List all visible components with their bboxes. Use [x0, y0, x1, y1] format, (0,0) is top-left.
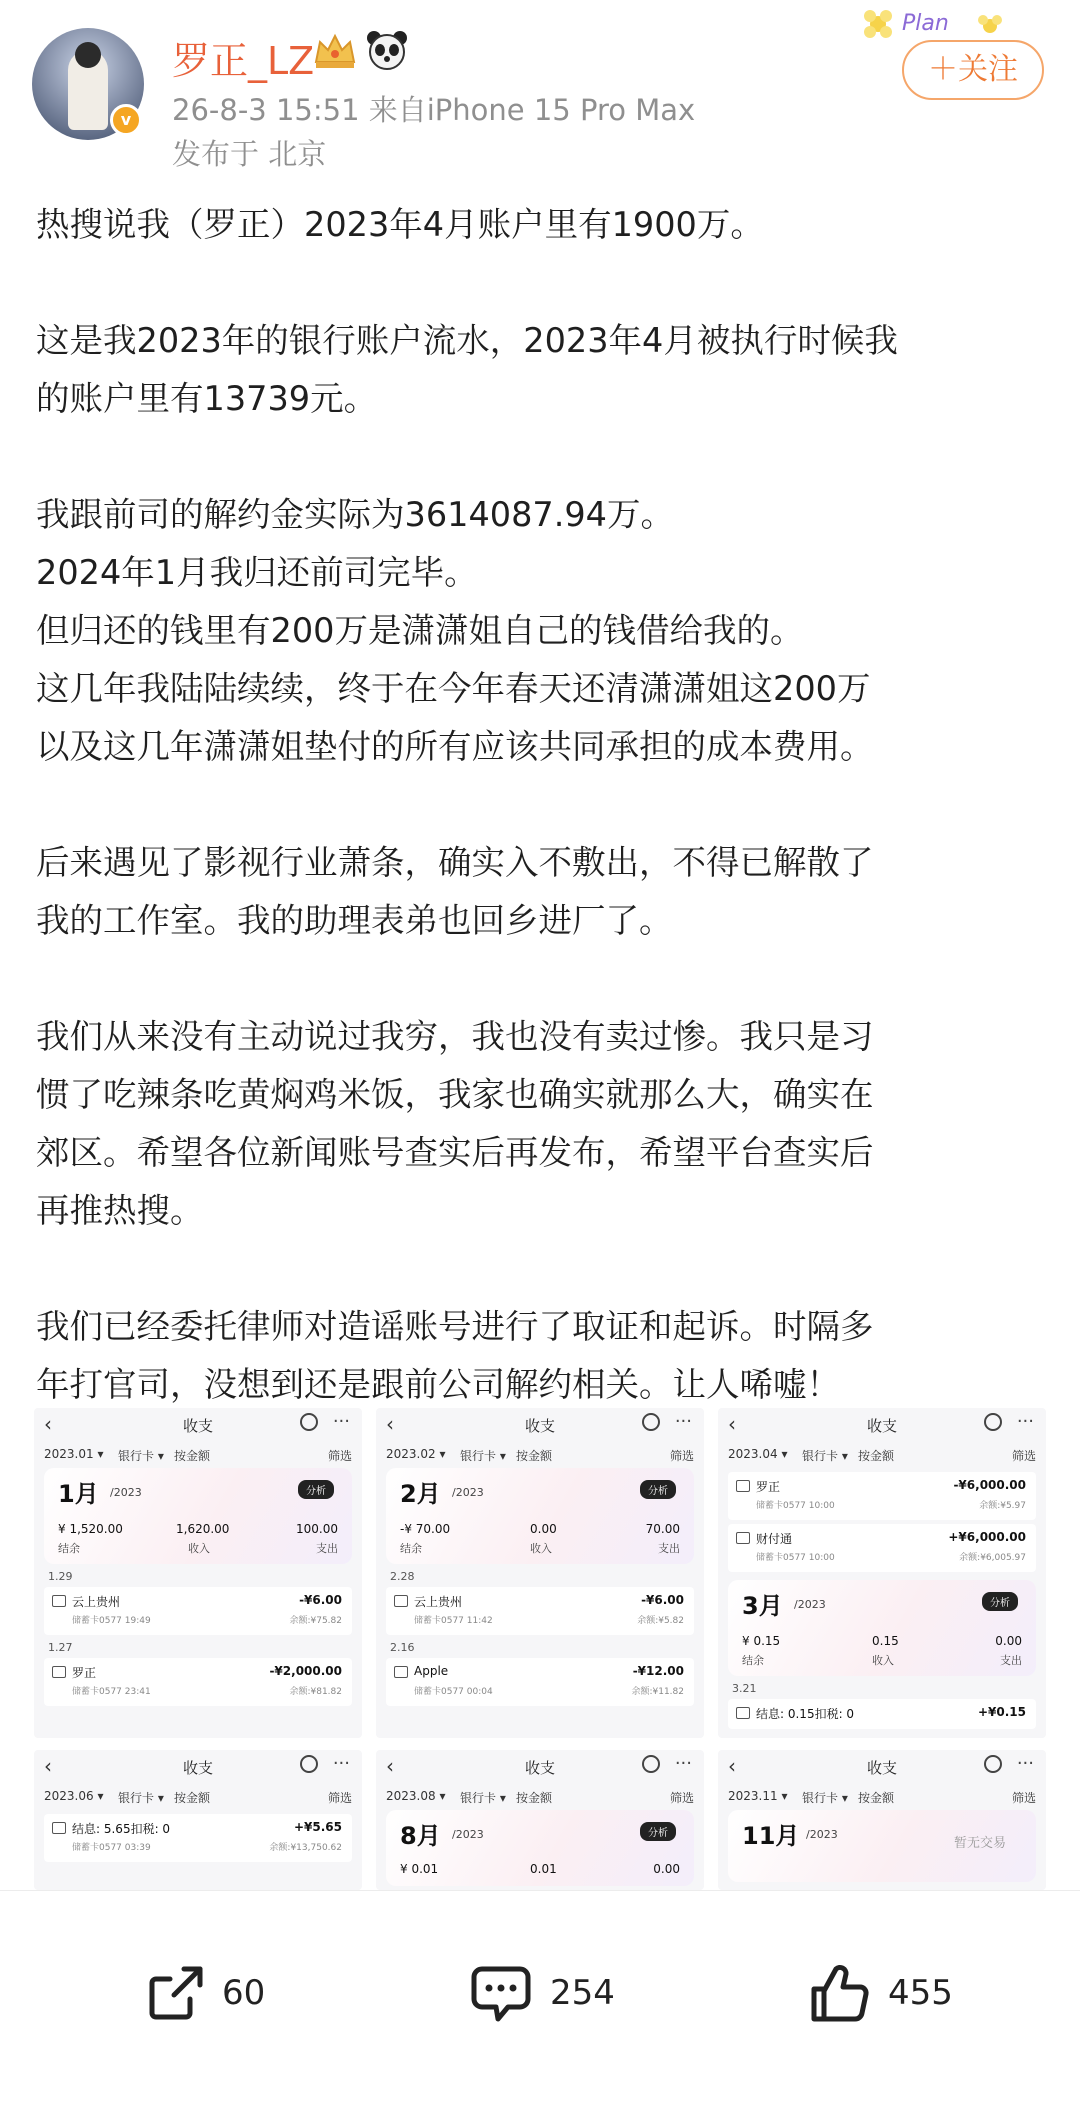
- transaction-name: 罗正: [72, 1666, 97, 1680]
- svg-text:Plan: Plan: [902, 11, 949, 36]
- income-value: 0.00: [530, 1522, 557, 1536]
- transaction-name: 结息: 0.15扣税: 0: [756, 1707, 855, 1721]
- expense-value: 100.00: [296, 1522, 338, 1536]
- shot-title: 收支: [866, 1417, 897, 1435]
- amount-filter: 按金额: [516, 1791, 553, 1805]
- card-filter: 银行卡 ▾: [118, 1449, 164, 1463]
- share-count: 60: [222, 1973, 266, 2013]
- screenshot-2[interactable]: [376, 1408, 704, 1738]
- like-count: 455: [888, 1973, 953, 2013]
- no-transactions-label: 暂无交易: [953, 1836, 1006, 1851]
- transaction-row: [44, 1587, 352, 1635]
- year-label: /2023: [452, 1486, 484, 1499]
- post-location: 发布于 北京: [172, 137, 327, 171]
- transaction-icon: [736, 1707, 750, 1719]
- search-icon: [984, 1755, 1002, 1773]
- transaction-name: 罗正: [756, 1480, 781, 1494]
- income-value: 0.15: [872, 1634, 899, 1648]
- transaction-balance: 余额:¥75.82: [289, 1616, 342, 1626]
- amount-filter: 按金额: [858, 1791, 895, 1805]
- shot-title: 收支: [524, 1417, 555, 1435]
- income-label: 收入: [872, 1654, 894, 1667]
- amount-filter: 按金额: [858, 1449, 895, 1463]
- transaction-sub: 储蓄卡0577 23:41: [72, 1687, 151, 1697]
- month-summary-card: [386, 1468, 694, 1564]
- transaction-amount: -¥6,000.00: [953, 1478, 1026, 1492]
- card-filter: 银行卡 ▾: [802, 1449, 848, 1463]
- paragraph-1: 热搜说我（罗正）2023年4月账户里有1900万。: [36, 205, 764, 244]
- balance-value: ¥ 0.15: [742, 1634, 781, 1648]
- transaction-amount: -¥12.00: [632, 1664, 684, 1678]
- post-content: [36, 196, 1046, 1472]
- month-label: 8月: [400, 1822, 441, 1850]
- paragraph-4: 后来遇见了影视行业萧条，确实入不敷出，不得已解散了 我的工作室。我的助理表弟也回乡进厂了。: [36, 843, 874, 940]
- expense-label: 支出: [316, 1542, 338, 1555]
- transaction-icon: [52, 1595, 66, 1607]
- analyze-badge: 分析: [298, 1480, 334, 1499]
- card-filter: 银行卡 ▾: [460, 1449, 506, 1463]
- comment-count: 254: [550, 1973, 615, 2013]
- share-icon: [144, 1961, 208, 2025]
- month-label: 3月: [742, 1592, 783, 1620]
- amount-filter: 按金额: [516, 1449, 553, 1463]
- transaction-balance: 余额:¥13,750.62: [269, 1843, 342, 1853]
- expense-label: 支出: [1000, 1654, 1022, 1667]
- month-label: 2月: [400, 1480, 441, 1508]
- search-icon: [984, 1413, 1002, 1431]
- crown-badge-icon: [312, 32, 358, 70]
- search-icon: [300, 1755, 318, 1773]
- month-label: 11月: [742, 1822, 800, 1850]
- card-filter: 银行卡 ▾: [460, 1791, 506, 1805]
- transaction-amount: -¥2,000.00: [269, 1664, 342, 1678]
- analyze-badge: 分析: [640, 1822, 676, 1841]
- date-label: 2.16: [390, 1641, 415, 1654]
- transaction-row: [44, 1658, 352, 1706]
- date-label: 1.27: [48, 1641, 73, 1654]
- search-icon: [642, 1755, 660, 1773]
- paragraph-3: 我跟前司的解约金实际为3614087.94万。 2024年1月我归还前司完毕。 但归还的钱里有200万是潇潇姐自己的钱借给我的。 这几年我陆陆续续，终于在今年春天还清潇潇姐这200万 以及这几年潇潇姐垫付的所有应该共同承担的成本费用。: [36, 495, 874, 766]
- shot-title: 收支: [866, 1759, 897, 1777]
- back-icon: ‹: [44, 1412, 52, 1436]
- transaction-balance: 余额:¥11.82: [631, 1687, 684, 1697]
- username[interactable]: 罗正_LZ: [172, 39, 315, 83]
- paragraph-2: 这是我2023年的银行账户流水，2023年4月被执行时候我 的账户里有13739元。: [36, 321, 898, 418]
- year-label: /2023: [452, 1828, 484, 1841]
- income-value: 1,620.00: [176, 1522, 230, 1536]
- income-value: 0.01: [530, 1862, 557, 1876]
- transaction-row: [44, 1814, 352, 1862]
- back-icon: ‹: [728, 1754, 736, 1778]
- back-icon: ‹: [728, 1412, 736, 1436]
- paragraph-6: 我们已经委托律师对造谣账号进行了取证和起诉。时隔多 年打官司，没想到还是跟前公司解约相关。让人唏嘘！: [36, 1307, 874, 1404]
- transaction-balance: 余额:¥5.82: [637, 1616, 684, 1626]
- month-summary-card: [386, 1810, 694, 1886]
- transaction-balance: 余额:¥6,005.97: [959, 1553, 1026, 1563]
- period-select: 2023.04 ▾: [728, 1447, 788, 1461]
- v-badge-icon: v: [110, 104, 142, 136]
- transaction-icon: [394, 1666, 408, 1678]
- date-label: 1.29: [48, 1570, 73, 1583]
- transaction-name: 财付通: [756, 1532, 793, 1546]
- transaction-sub: 储蓄卡0577 00:04: [414, 1687, 493, 1697]
- follow-button[interactable]: ＋关注: [902, 40, 1044, 100]
- paragraph-5: 我们从来没有主动说过我穷，我也没有卖过惨。我只是习 惯了吃辣条吃黄焖鸡米饭，我家也确实就那么大，确实在 郊区。希望各位新闻账号查实后再发布，希望平台查实后 再推热搜。: [36, 1017, 874, 1230]
- period-select: 2023.06 ▾: [44, 1789, 104, 1803]
- post-meta: 26-8-3 15:51 来自iPhone 15 Pro Max: [172, 93, 696, 127]
- card-filter: 银行卡 ▾: [802, 1791, 848, 1805]
- period-select: 2023.02 ▾: [386, 1447, 446, 1461]
- transaction-row: [386, 1587, 694, 1635]
- post-header: [0, 0, 1080, 180]
- screenshot-4[interactable]: [34, 1750, 362, 1890]
- back-icon: ‹: [44, 1754, 52, 1778]
- comment-icon: [468, 1961, 534, 2027]
- transaction-name: 结息: 5.65扣税: 0: [72, 1822, 171, 1836]
- transaction-icon: [394, 1595, 408, 1607]
- amount-filter: 按金额: [174, 1791, 211, 1805]
- search-icon: [642, 1413, 660, 1431]
- date-label: 3.21: [732, 1682, 757, 1695]
- expense-value: 70.00: [645, 1522, 680, 1536]
- transaction-amount: +¥5.65: [293, 1820, 342, 1834]
- year-label: /2023: [110, 1486, 142, 1499]
- period-select: 2023.01 ▾: [44, 1447, 104, 1461]
- like-button[interactable]: [806, 1961, 976, 2031]
- month-summary-card: [728, 1580, 1036, 1676]
- transaction-sub: 储蓄卡0577 10:00: [756, 1553, 835, 1563]
- income-label: 收入: [530, 1542, 552, 1555]
- search-icon: [300, 1413, 318, 1431]
- more-icon: ···: [1016, 1753, 1034, 1774]
- transaction-name: Apple: [414, 1664, 449, 1678]
- shot-title: 收支: [182, 1759, 213, 1777]
- image-grid: [34, 1408, 1046, 1890]
- screen-filter: 筛选: [669, 1791, 694, 1805]
- screenshot-1[interactable]: [34, 1408, 362, 1738]
- screen-filter: 筛选: [669, 1449, 694, 1463]
- transaction-sub: 储蓄卡0577 10:00: [756, 1501, 835, 1511]
- date-label: 2.28: [390, 1570, 415, 1583]
- transaction-row: [728, 1524, 1036, 1572]
- more-icon: ···: [332, 1411, 350, 1432]
- transaction-row: [728, 1699, 1036, 1729]
- more-icon: ···: [332, 1753, 350, 1774]
- screenshot-6[interactable]: [718, 1750, 1046, 1890]
- income-label: 收入: [188, 1542, 210, 1555]
- amount-filter: 按金额: [174, 1449, 211, 1463]
- balance-label: 结余: [400, 1542, 422, 1555]
- avatar-head: [75, 42, 101, 68]
- month-summary-card: [44, 1468, 352, 1564]
- card-filter: 银行卡 ▾: [118, 1791, 164, 1805]
- comment-button[interactable]: [468, 1961, 638, 2031]
- transaction-amount: +¥0.15: [977, 1705, 1026, 1719]
- more-icon: ···: [674, 1753, 692, 1774]
- transaction-amount: -¥6.00: [299, 1593, 342, 1607]
- shot-title: 收支: [182, 1417, 213, 1435]
- expense-label: 支出: [658, 1542, 680, 1555]
- period-select: 2023.08 ▾: [386, 1789, 446, 1803]
- analyze-badge: 分析: [640, 1480, 676, 1499]
- screenshot-5[interactable]: [376, 1750, 704, 1890]
- month-summary-card: [728, 1810, 1036, 1882]
- analyze-badge: 分析: [982, 1592, 1018, 1611]
- transaction-icon: [736, 1532, 750, 1544]
- transaction-icon: [736, 1480, 750, 1492]
- screen-filter: 筛选: [327, 1449, 352, 1463]
- transaction-row: [728, 1472, 1036, 1520]
- month-label: 1月: [58, 1480, 99, 1508]
- year-label: /2023: [806, 1828, 838, 1841]
- balance-value: ¥ 1,520.00: [58, 1522, 123, 1536]
- transaction-icon: [52, 1822, 66, 1834]
- screen-filter: 筛选: [1011, 1791, 1036, 1805]
- panda-badge-icon: [366, 30, 408, 70]
- back-icon: ‹: [386, 1412, 394, 1436]
- expense-value: 0.00: [653, 1862, 680, 1876]
- thumbs-up-icon: [806, 1961, 872, 2027]
- screen-filter: 筛选: [1011, 1449, 1036, 1463]
- balance-label: 结余: [742, 1654, 764, 1667]
- transaction-name: 云上贵州: [414, 1595, 463, 1609]
- screen-filter: 筛选: [327, 1791, 352, 1805]
- expense-value: 0.00: [995, 1634, 1022, 1648]
- transaction-sub: 储蓄卡0577 19:49: [72, 1616, 151, 1626]
- period-select: 2023.11 ▾: [728, 1789, 788, 1803]
- transaction-balance: 余额:¥5.97: [979, 1501, 1026, 1511]
- transaction-balance: 余额:¥81.82: [289, 1687, 342, 1697]
- transaction-sub: 储蓄卡0577 03:39: [72, 1843, 151, 1853]
- year-label: /2023: [794, 1598, 826, 1611]
- transaction-icon: [52, 1666, 66, 1678]
- balance-value: ¥ 0.01: [400, 1862, 439, 1876]
- balance-value: -¥ 70.00: [400, 1522, 451, 1536]
- transaction-amount: -¥6.00: [641, 1593, 684, 1607]
- screenshot-3[interactable]: [718, 1408, 1046, 1738]
- transaction-amount: +¥6,000.00: [948, 1530, 1026, 1544]
- action-bar: [0, 1890, 1080, 2103]
- share-button[interactable]: [144, 1961, 284, 2031]
- more-icon: ···: [674, 1411, 692, 1432]
- back-icon: ‹: [386, 1754, 394, 1778]
- transaction-sub: 储蓄卡0577 11:42: [414, 1616, 493, 1626]
- transaction-row: [386, 1658, 694, 1706]
- transaction-name: 云上贵州: [72, 1595, 121, 1609]
- shot-title: 收支: [524, 1759, 555, 1777]
- balance-label: 结余: [58, 1542, 80, 1555]
- more-icon: ···: [1016, 1411, 1034, 1432]
